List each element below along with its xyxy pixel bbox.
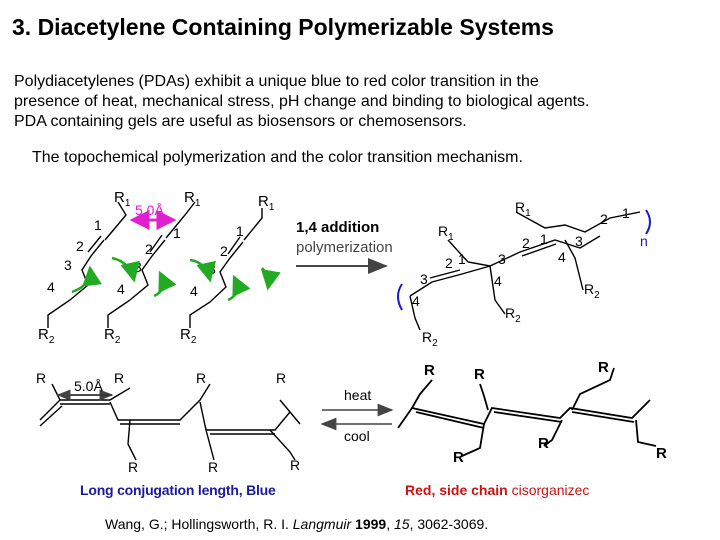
- atom-number: 3: [575, 233, 583, 249]
- polymer-bracket: [398, 210, 650, 310]
- atom-number: 4: [494, 273, 502, 289]
- r-label: R: [276, 370, 287, 386]
- citation-volume: 15: [393, 516, 410, 532]
- r-label: R: [598, 359, 609, 376]
- r-label: R: [453, 449, 464, 466]
- blue-phase-caption: Long conjugation length, Blue: [80, 482, 276, 498]
- red-phase-caption-rest: cisorganizec: [507, 482, 590, 498]
- atom-number: 3: [208, 261, 216, 277]
- r-label: R: [128, 459, 139, 475]
- page-title: 3. Diacetylene Containing Polymerizable Systems: [12, 14, 554, 40]
- atom-number: 2: [145, 241, 153, 257]
- r-label: R: [656, 445, 667, 462]
- atom-number: 2: [220, 243, 228, 259]
- r-label: R: [36, 370, 47, 386]
- r-label: R: [474, 366, 485, 383]
- r2-label-polymer-a: $R_2$: [584, 281, 600, 301]
- citation-year: 1999: [351, 516, 387, 532]
- atom-number: 4: [190, 283, 198, 299]
- citation-authors: Wang, G.; Hollingsworth, R. I.: [105, 516, 293, 532]
- equilibrium-arrows: [322, 387, 392, 444]
- atom-number: 3: [420, 271, 428, 287]
- atom-number: 3: [64, 257, 72, 273]
- r-label: R: [208, 459, 219, 475]
- red-phase-structure: [398, 368, 656, 456]
- r2-label-a: $R_2$: [38, 326, 55, 346]
- intro-line-1: Polydiacetylenes (PDAs) exhibit a unique blue to red color transition in the: [14, 73, 539, 90]
- red-phase-caption-bold: Red, side chain: [405, 482, 508, 498]
- r2-label-b: $R_2$: [104, 326, 121, 346]
- r-label: R: [424, 362, 435, 379]
- spacing-label-bottom: 5.0Å: [74, 378, 103, 394]
- atom-number: 1: [94, 217, 102, 233]
- red-phase-labels: [424, 359, 667, 466]
- atom-number: 2: [445, 255, 453, 271]
- r2-label-c: $R_2$: [180, 326, 197, 346]
- spacing-arrow-top: [132, 202, 174, 220]
- cool-label: cool: [344, 428, 370, 444]
- atom-number: 2: [76, 238, 84, 254]
- intro-line-2: presence of heat, mechanical stress, pH change and binding to biological agents.: [14, 93, 590, 110]
- citation-journal: Langmuir: [292, 516, 352, 532]
- atom-number: 3: [498, 251, 506, 267]
- r-label: R: [114, 370, 125, 386]
- atom-number: 4: [117, 281, 125, 297]
- atom-number: 4: [47, 279, 55, 295]
- r1-label-c: $R_1$: [258, 193, 275, 213]
- r-label: R: [196, 370, 207, 386]
- r1-label-a: $R_1$: [114, 189, 131, 209]
- atom-number: 1: [173, 225, 181, 241]
- reaction-label-2: polymerization: [296, 239, 393, 256]
- r1-label-polymer-a: $R_1$: [515, 199, 531, 219]
- rotation-arrows: [72, 258, 268, 300]
- red-phase-caption: [405, 482, 589, 498]
- atom-number: 2: [522, 235, 530, 251]
- atom-number: 1: [458, 251, 466, 267]
- r1-label-b: $R_1$: [184, 189, 201, 209]
- diagram-subtitle: The topochemical polymerization and the color transition mechanism.: [32, 149, 523, 166]
- atom-number: 4: [412, 293, 420, 309]
- r-label: R: [538, 435, 549, 452]
- reaction-label-1: 1,4 addition: [296, 219, 380, 236]
- polymerization-arrow: [296, 219, 393, 266]
- r2-label-polymer-c: $R_2$: [422, 329, 438, 349]
- atom-number: 4: [558, 249, 566, 265]
- atom-number: 1: [540, 231, 548, 247]
- citation-pages: , 3062-3069.: [409, 516, 489, 532]
- heat-label: heat: [344, 387, 372, 403]
- spacing-label: 5.0Å: [135, 202, 164, 218]
- r1-label-polymer-b: $R_1$: [438, 223, 454, 243]
- spacing-arrow-bottom: [58, 378, 112, 395]
- intro-line-3: PDA containing gels are useful as biosensors or chemosensors.: [14, 113, 467, 130]
- atom-number: 1: [622, 205, 630, 221]
- r-label: R: [290, 457, 301, 473]
- atom-number: 1: [236, 223, 244, 239]
- repeat-subscript: n: [640, 233, 648, 249]
- r2-label-polymer-b: $R_2$: [505, 305, 521, 325]
- atom-number: 3: [134, 259, 142, 275]
- atom-number: 2: [600, 211, 608, 227]
- citation: Wang, G.; Hollingsworth, R. I. Langmuir 1999, 15, 3062-3069.: [105, 516, 489, 532]
